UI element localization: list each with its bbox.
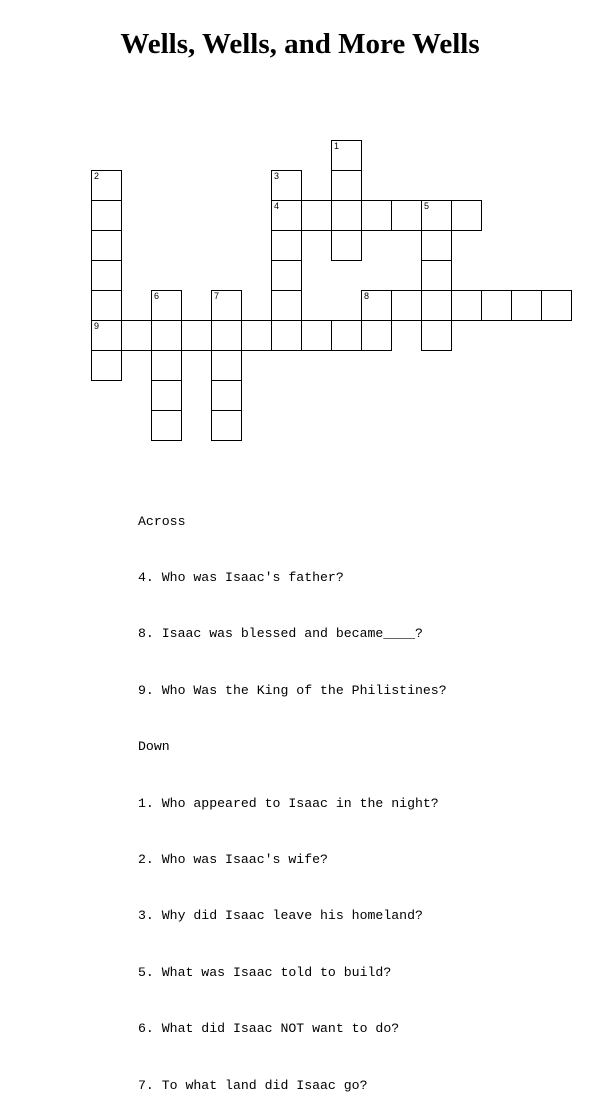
grid-cell[interactable] [91,200,122,231]
grid-cell[interactable] [511,290,542,321]
down-clue-3: 3. Why did Isaac leave his homeland? [138,908,423,924]
grid-cell[interactable] [241,320,272,351]
grid-cell[interactable] [151,350,182,381]
grid-cell[interactable] [301,200,332,231]
grid-cell[interactable] [421,200,452,231]
grid-cell[interactable] [361,290,392,321]
grid-cell[interactable] [331,140,362,171]
clue-number: 8 [364,291,370,301]
clue-number: 7 [214,291,220,301]
down-clue-5: 5. What was Isaac told to build? [138,964,392,980]
grid-cell[interactable] [211,410,242,441]
grid-cell[interactable] [121,320,152,351]
grid-cell[interactable] [451,290,482,321]
grid-cell[interactable] [421,290,452,321]
grid-cell[interactable] [361,200,392,231]
grid-cell[interactable] [271,260,302,291]
grid-cell[interactable] [361,320,392,351]
grid-cell[interactable] [331,200,362,231]
down-heading: Down [138,739,170,755]
grid-cell[interactable] [211,350,242,381]
grid-cell[interactable] [91,290,122,321]
grid-cell[interactable] [541,290,572,321]
across-heading: Across [138,513,186,529]
down-clue-6: 6. What did Isaac NOT want to do? [138,1021,400,1037]
clue-number: 1 [334,141,340,151]
down-clue-1: 1. Who appeared to Isaac in the night? [138,795,439,811]
clue-number: 2 [94,171,100,181]
grid-cell[interactable] [91,320,122,351]
grid-cell[interactable] [211,320,242,351]
grid-cell[interactable] [181,320,212,351]
grid-cell[interactable] [331,320,362,351]
grid-cell[interactable] [391,290,422,321]
clue-number: 9 [94,321,100,331]
grid-cell[interactable] [151,290,182,321]
clue-number: 5 [424,201,430,211]
grid-cell[interactable] [421,230,452,261]
grid-cell[interactable] [391,200,422,231]
grid-cell[interactable] [271,170,302,201]
clue-number: 6 [154,291,160,301]
grid-cell[interactable] [271,320,302,351]
page-title: Wells, Wells, and More Wells [120,28,480,60]
across-clue-4: 4. Who was Isaac's father? [138,569,344,585]
grid-cell[interactable] [451,200,482,231]
grid-cell[interactable] [151,410,182,441]
grid-cell[interactable] [151,380,182,411]
grid-cell[interactable] [211,380,242,411]
grid-cell[interactable] [91,230,122,261]
grid-cell[interactable] [91,170,122,201]
grid-cell[interactable] [421,320,452,351]
across-clue-9: 9. Who Was the King of the Philistines? [138,682,447,698]
grid-cell[interactable] [271,200,302,231]
down-clue-2: 2. Who was Isaac's wife? [138,851,328,867]
grid-cell[interactable] [481,290,512,321]
grid-cell[interactable] [91,260,122,291]
grid-cell[interactable] [211,290,242,321]
grid-cell[interactable] [271,230,302,261]
down-clue-7: 7. To what land did Isaac go? [138,1077,368,1093]
grid-cell[interactable] [421,260,452,291]
grid-cell[interactable] [151,320,182,351]
grid-cell[interactable] [301,320,332,351]
grid-cell[interactable] [271,290,302,321]
clue-number: 4 [274,201,280,211]
clues-section [138,475,447,1114]
grid-cell[interactable] [91,350,122,381]
crossword-grid [0,0,600,460]
across-clue-8: 8. Isaac was blessed and became____? [138,626,423,642]
clue-number: 3 [274,171,280,181]
grid-cell[interactable] [331,170,362,201]
grid-cell[interactable] [331,230,362,261]
